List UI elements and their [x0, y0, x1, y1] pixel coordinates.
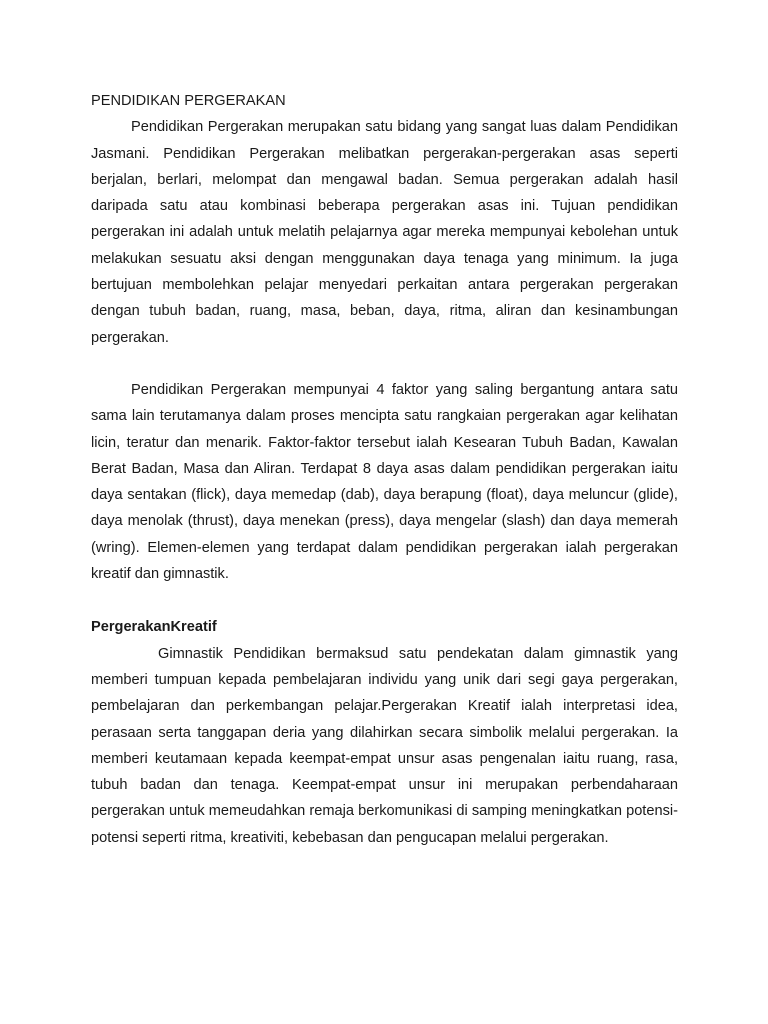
- document-body: [91, 88, 678, 851]
- document-title: PENDIDIKAN PERGERAKAN: [91, 93, 286, 109]
- paragraph-creative-movement: Gimnastik Pendidikan bermaksud satu pendekatan dalam gimnastik yang memberi tumpuan kepada pembelajaran individu yang unik dari segi gaya pergerakan, pembelajaran dan perkembangan pelajar.Pergerakan Kreatif ialah interpretasi idea, perasaan serta tanggapan deria yang dilahirkan secara simbolik melalui pergerakan. Ia memberi keutamaan kepada keempat-empat unsur asas pengenalan iaitu ruang, rasa, tubuh badan dan tenaga. Keempat-empat unsur ini merupakan perbendaharaan pergerakan untuk memeudahkan remaja berkomunikasi di samping meningkatkan potensi-potensi seperti ritma, kreativiti, kebebasan dan pengucapan melalui pergerakan.: [91, 645, 678, 846]
- paragraph-factors: Pendidikan Pergerakan mempunyai 4 faktor yang saling bergantung antara satu sama lain terutamanya dalam proses mencipta satu rangkaian pergerakan agar kelihatan licin, teratur dan menarik. Faktor-faktor tersebut ialah Kesearan Tubuh Badan, Kawalan Berat Badan, Masa dan Aliran. Terdapat 8 daya asas dalam pendidikan pergerakan iaitu daya sentakan (flick), daya memedap (dab), daya berapung (float), daya meluncur (glide), daya menolak (thrust), daya menekan (press), daya mengelar (slash) dan daya memerah (wring). Elemen-elemen yang terdapat dalam pendidikan pergerakan ialah pergerakan kreatif dan gimnastik.: [91, 381, 678, 583]
- paragraph-intro: Pendidikan Pergerakan merupakan satu bidang yang sangat luas dalam Pendidikan Jasmani. Pendidikan Pergerakan melibatkan pergerakan-pergerakan asas seperti berjalan, berlari, melompat dan mengawal badan. Semua pergerakan adalah hasil daripada satu atau kombinasi beberapa pergerakan asas ini. Tujuan pendidikan pergerakan ini adalah untuk melatih pelajarnya agar mereka mempunyai kebolehan untuk melakukan sesuatu aksi dengan menggunakan daya tenaga yang minimum. Ia juga bertujuan membolehkan pelajar menyedari perkaitan antara pergerakan pergerakan dengan tubuh badan, ruang, masa, beban, daya, ritma, aliran dan kesinambungan pergerakan.: [91, 119, 678, 346]
- section-heading: PergerakanKreatif: [91, 619, 217, 636]
